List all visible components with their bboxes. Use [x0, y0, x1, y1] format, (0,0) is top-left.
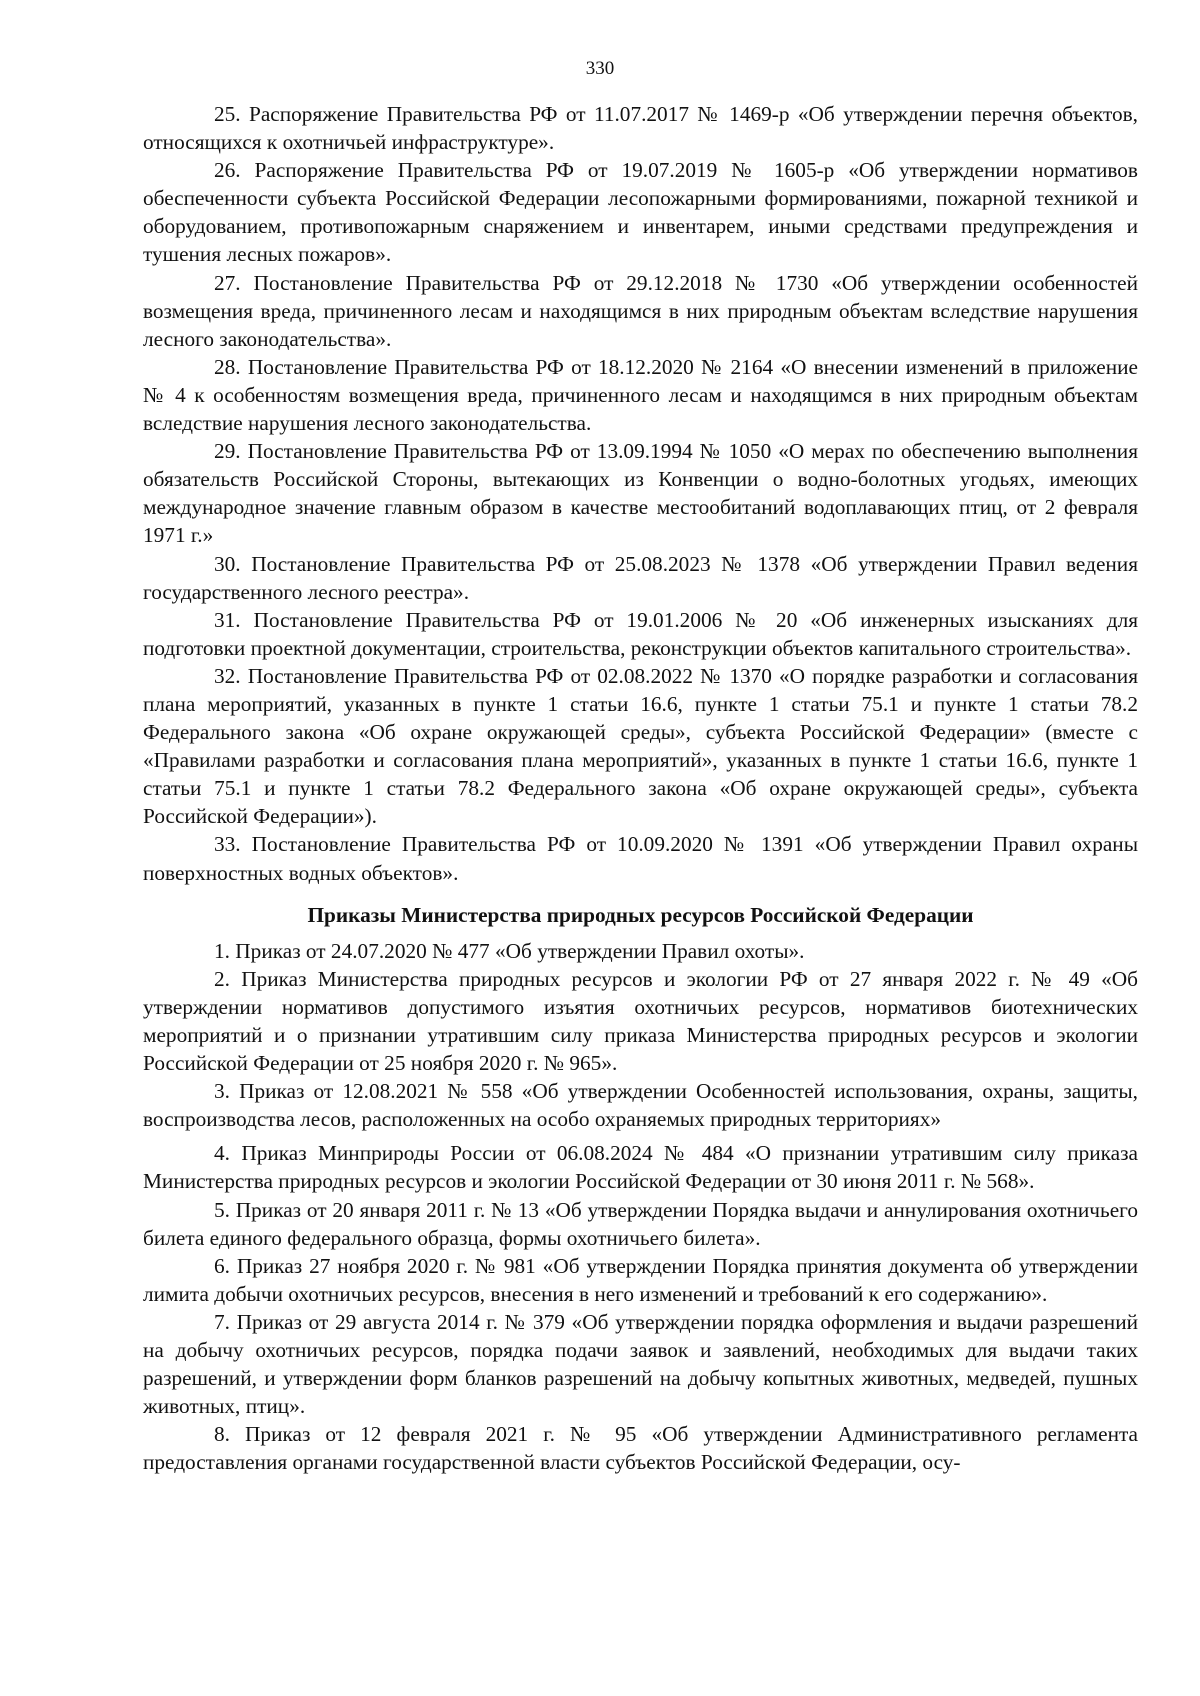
list-item-order-5: 5. Приказ от 20 января 2011 г. № 13 «Об утверждении Порядка выдачи и аннулирования охотничьего билета единого федерального образца, формы охотничьего билета».: [143, 1197, 1138, 1250]
section-heading-ministry-orders: Приказы Министерства природных ресурсов Российской Федерации: [307, 902, 974, 927]
list-item-order-7: 7. Приказ от 29 августа 2014 г. № 379 «Об утверждении порядка оформления и выдачи разрешений на добычу охотничьих ресурсов, порядка подачи заявок и заявлений, необходимых для выдачи таких разрешений, и утверждении форм бланков разрешений на добычу копытных животных, медведей, пушных животных, птиц».: [143, 1309, 1138, 1419]
list-item-gov-30: 30. Постановление Правительства РФ от 25.08.2023 № 1378 «Об утверждении Правил ведения государственного лесного реестра».: [143, 551, 1138, 604]
document-body: [143, 100, 1138, 1477]
list-item-order-3: 3. Приказ от 12.08.2021 № 558 «Об утверждении Особенностей использования, охраны, защиты, воспроизводства лесов, расположенных на особо охраняемых природных территориях»: [143, 1079, 1138, 1132]
list-item-gov-26: 26. Распоряжение Правительства РФ от 19.07.2019 № 1605-р «Об утверждении нормативов обеспеченности субъекта Российской Федерации лесопожарными формированиями, пожарной техникой и оборудованием, противопожарным снаряжением и инвентарем, иными средствами предупреждения и тушения лесных пожаров».: [143, 158, 1138, 267]
list-item-order-1: 1. Приказ от 24.07.2020 № 477 «Об утверждении Правил охоты».: [214, 938, 805, 963]
page-number: 330: [585, 58, 615, 79]
list-item-gov-33: 33. Постановление Правительства РФ от 10.09.2020 № 1391 «Об утверждении Правил охраны поверхностных водных объектов».: [143, 832, 1138, 885]
list-item-gov-28: 28. Постановление Правительства РФ от 18.12.2020 № 2164 «О внесении изменений в приложение № 4 к особенностям возмещения вреда, причиненного лесам и находящимся в них природным объектам вследствие нарушения лесного законодательства.: [143, 354, 1138, 436]
list-item-gov-32: 32. Постановление Правительства РФ от 02.08.2022 № 1370 «О порядке разработки и согласования плана мероприятий, указанных в пункте 1 статьи 16.6, пункте 1 статьи 75.1 и пункте 1 статьи 78.2 Федерального закона «Об охране окружающей среды», субъекта Российской Федерации» (вместе с «Правилами разработки и согласования плана мероприятий», указанных в пункте 1 статьи 16.6, пункте 1 статьи 75.1 и пункте 1 статьи 78.2 Федерального закона «Об охране окружающей среды», субъекта Российской Федерации»).: [143, 663, 1138, 829]
list-item-gov-31: 31. Постановление Правительства РФ от 19.01.2006 № 20 «Об инженерных изысканиях для подготовки проектной документации, строительства, реконструкции объектов капитального строительства».: [143, 607, 1138, 660]
list-item-gov-29: 29. Постановление Правительства РФ от 13.09.1994 № 1050 «О мерах по обеспечению выполнения обязательств Российской Стороны, вытекающих из Конвенции о водно-болотных угодьях, имеющих международное значение главным образом в качестве местообитаний водоплавающих птиц, от 2 февраля 1971 г.»: [143, 439, 1138, 548]
list-item-order-2: 2. Приказ Министерства природных ресурсов и экологии РФ от 27 января 2022 г. № 49 «Об утверждении нормативов допустимого изъятия охотничьих ресурсов, нормативов биотехнических мероприятий и о признании утратившим силу приказа Министерства природных ресурсов и экологии Российской Федерации от 25 ноября 2020 г. № 965».: [143, 966, 1138, 1076]
list-item-gov-27: 27. Постановление Правительства РФ от 29.12.2018 № 1730 «Об утверждении особенностей возмещения вреда, причиненного лесам и находящимся в них природным объектам вследствие нарушения лесного законодательства».: [143, 270, 1138, 351]
list-item-order-4: 4. Приказ Минприроды России от 06.08.2024 № 484 «О признании утратившим силу приказа Министерства природных ресурсов и экологии Российской Федерации от 30 июня 2011 г. № 568».: [143, 1141, 1138, 1194]
list-item-order-6: 6. Приказ 27 ноября 2020 г. № 981 «Об утверждении Порядка принятия документа об утверждении лимита добычи охотничьих ресурсов, внесения в него изменений и требований к его содержанию».: [143, 1253, 1138, 1306]
list-item-gov-25: 25. Распоряжение Правительства РФ от 11.07.2017 № 1469-р «Об утверждении перечня объектов, относящихся к охотничьей инфраструктуре».: [143, 102, 1138, 155]
list-item-order-8: 8. Приказ от 12 февраля 2021 г. № 95 «Об утверждении Административного регламента предоставления органами государственной власти субъектов Российской Федерации, осу-: [143, 1422, 1138, 1475]
